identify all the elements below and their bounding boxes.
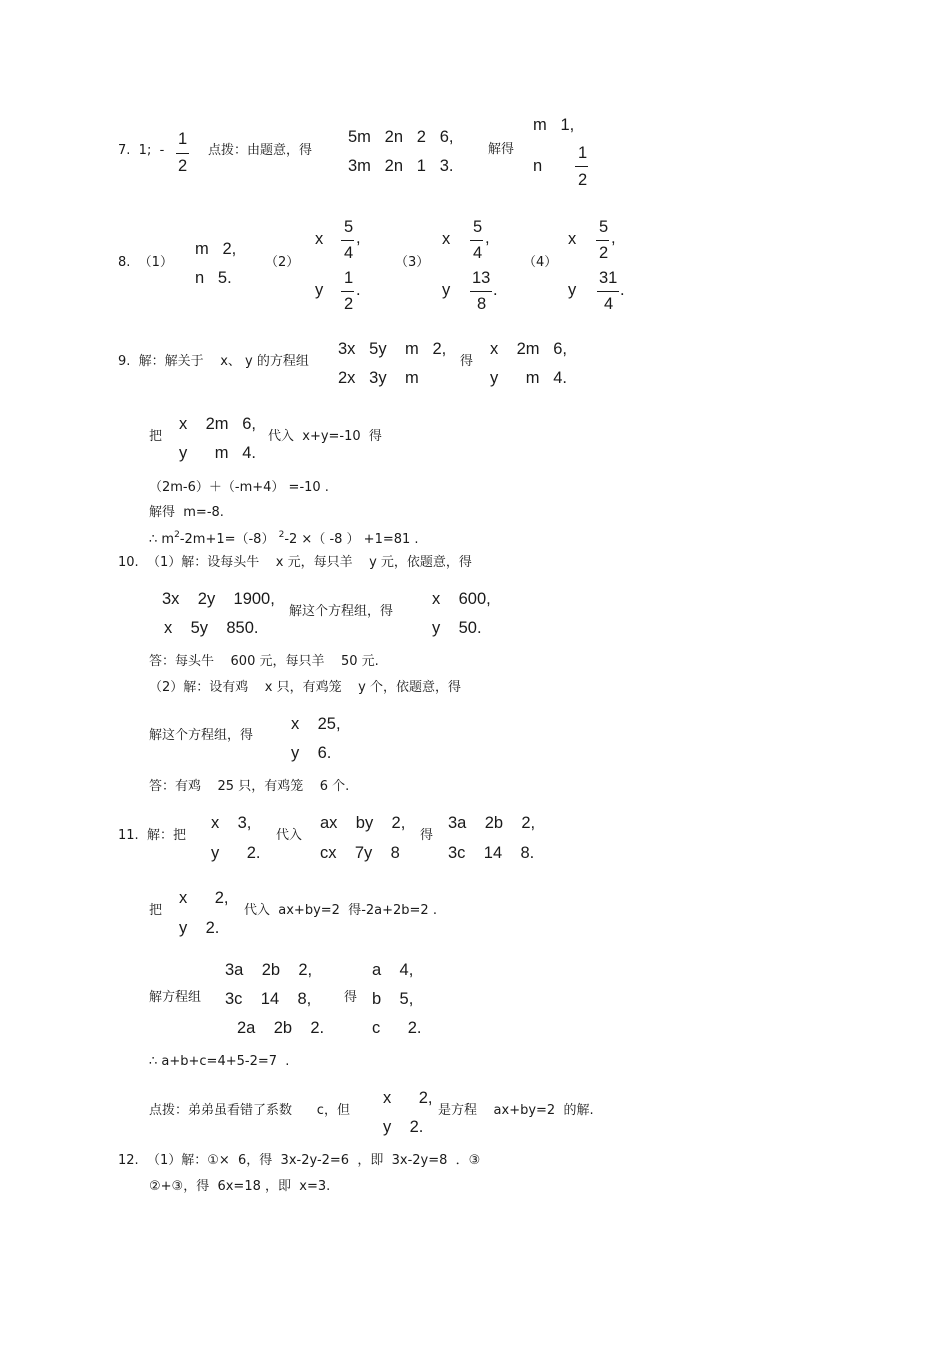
p7-hint: 点拨：由题意，得 (208, 143, 313, 158)
p8-label: 8. （1） (118, 255, 173, 270)
p11-res3-line1: a 4, (372, 961, 414, 979)
p9-step3-c: -2 ×（ -8 ） +1=81 . (284, 532, 419, 547)
p8-ans2-period: . (356, 281, 361, 299)
p11-ba: 把 (149, 903, 163, 918)
p8-ans4-yden: 4 (604, 295, 614, 313)
p9-de: 得 (460, 354, 474, 369)
p8-ans4-ybar (597, 291, 619, 292)
p8-ans3-period: . (493, 281, 498, 299)
p8-ans2-ynum: 1 (344, 269, 354, 287)
p7-jiede: 解得 (488, 142, 515, 157)
p10-result-line1: x 600, (432, 590, 491, 608)
p8-ans3-ybar (470, 291, 492, 292)
p8-ans2-x: x (315, 230, 324, 248)
p8-ans1-line1: m 2, (195, 240, 237, 258)
p10-system-line1: 3x 2y 1900, (162, 590, 275, 608)
p11-hint2: 是方程 ax+by=2 的解. (438, 1103, 594, 1118)
p10-answer1: 答：每头牛 600 元，每只羊 50 元. (149, 654, 379, 669)
p8-label2: （2） (265, 255, 300, 270)
p11-sub2-line1: x 2, (179, 889, 229, 907)
p8-ans1-line2: n 5. (195, 269, 232, 287)
p9-system-line2: 2x 3y m (338, 369, 419, 387)
p8-ans4-ynum: 31 (599, 269, 618, 287)
p8-label4: （4） (523, 255, 558, 270)
p12-line1: 12. （1）解：①× 6，得 3x-2y-2=6 ，即 3x-2y=8 ．③ (118, 1153, 481, 1168)
p8-label3: （3） (395, 255, 430, 270)
p8-ans3-xnum: 5 (473, 218, 483, 236)
p8-ans2-y: y (315, 281, 324, 299)
p11-res3-line3: c 2. (372, 1019, 422, 1037)
p8-ans2-yden: 2 (344, 295, 354, 313)
p7-system-line1: 5m 2n 2 6, (348, 128, 454, 146)
p11-sys3-line2: 3c 14 8, (225, 990, 312, 1008)
p7-frac-den: 2 (178, 157, 188, 175)
p8-ans3-ynum: 13 (472, 269, 491, 287)
p11-label: 11. 解：把 (118, 828, 186, 843)
p9-dairu: 代入 x+y=-10 得 (268, 429, 382, 444)
p11-sys3-line3: 2a 2b 2. (237, 1019, 325, 1037)
p8-ans3-y: y (442, 281, 451, 299)
p10-part2: （2）解：设有鸡 x 只，有鸡笼 y 个，依题意，得 (149, 680, 461, 695)
p8-ans3-xden: 4 (473, 244, 483, 262)
p7-result-n: n (533, 157, 543, 175)
p11-sub-line2: y 2. (211, 844, 261, 862)
p10-answer2: 答：有鸡 25 只，有鸡笼 6 个. (149, 779, 350, 794)
p11-result-line2: 3c 14 8. (448, 844, 535, 862)
p9-sub-line2: y m 4. (179, 444, 257, 462)
p7-result-line1: m 1, (533, 116, 575, 134)
p8-ans4-xden: 2 (599, 244, 609, 262)
p8-ans2-ybar (341, 291, 354, 292)
p8-ans3-x: x (442, 230, 451, 248)
p9-step3 (149, 531, 419, 546)
p10-solve2: 解这个方程组，得 (149, 728, 254, 743)
p9-step3-b: -2m+1=（-8） (179, 532, 279, 547)
p7-result-bar (575, 166, 588, 167)
p11-sub2-line2: y 2. (179, 919, 220, 937)
p10-system-line2: x 5y 850. (164, 619, 259, 637)
p9-step3-a: ∴ m (149, 532, 175, 547)
p11-de2: 得 (344, 990, 358, 1005)
p9-sub-line1: x 2m 6, (179, 415, 257, 433)
p11-hint: 点拨：弟弟虽看错了系数 c，但 (149, 1103, 350, 1118)
p11-dairu2: 代入 ax+by=2 得-2a+2b=2 . (244, 903, 437, 918)
p7-system-line2: 3m 2n 1 3. (348, 157, 454, 175)
p9-result-line1: x 2m 6, (490, 340, 568, 358)
p8-ans2-xden: 4 (344, 244, 354, 262)
p7-label: 7. 1; - (118, 143, 165, 158)
p7-result-num: 1 (578, 144, 588, 162)
p12-line2: ②+③，得 6x=18 ，即 x=3. (149, 1179, 331, 1194)
p10-result2-line2: y 6. (291, 744, 332, 762)
p8-ans4-period: . (620, 281, 625, 299)
p8-ans3-comma: , (485, 229, 490, 247)
p9-step1: （2m-6）＋（-m+4） =-10 . (149, 480, 329, 495)
p8-ans4-comma: , (611, 229, 616, 247)
p11-sub-line1: x 3, (211, 814, 252, 832)
p8-ans3-xbar (470, 240, 483, 241)
p11-de: 得 (420, 828, 434, 843)
p11-eq-line1: ax by 2, (320, 814, 406, 832)
p10-label: 10. （1）解：设每头牛 x 元，每只羊 y 元，依题意，得 (118, 555, 472, 570)
p9-step2: 解得 m=-8. (149, 505, 224, 520)
p11-res3-line2: b 5, (372, 990, 414, 1008)
p8-ans2-xbar (341, 240, 354, 241)
p9-result-line2: y m 4. (490, 369, 568, 387)
p9-step3-sup2: 2 (278, 530, 285, 540)
p9-step3-sup: 2 (174, 530, 180, 540)
p8-ans4-xbar (596, 240, 609, 241)
p8-ans4-xnum: 5 (599, 218, 609, 236)
p11-result-line1: 3a 2b 2, (448, 814, 536, 832)
p11-hint-sys-line2: y 2. (383, 1118, 424, 1136)
p8-ans4-y: y (568, 281, 577, 299)
p8-ans3-yden: 8 (477, 295, 487, 313)
p11-eq-line2: cx 7y 8 (320, 844, 400, 862)
p10-result2-line1: x 25, (291, 715, 341, 733)
p9-ba: 把 (149, 429, 163, 444)
p9-label: 9. 解：解关于 x、 y 的方程组 (118, 354, 309, 369)
p7-frac-bar (176, 153, 189, 154)
p7-frac-num: 1 (178, 130, 188, 148)
p11-jiefang: 解方程组 (149, 990, 202, 1005)
p11-sys3-line1: 3a 2b 2, (225, 961, 313, 979)
p8-ans4-x: x (568, 230, 577, 248)
p7-result-den: 2 (578, 171, 588, 189)
p11-sum: ∴ a+b+c=4+5-2=7 . (149, 1054, 290, 1069)
p8-ans2-comma: , (356, 229, 361, 247)
p9-system-line1: 3x 5y m 2, (338, 340, 447, 358)
p10-solve: 解这个方程组，得 (289, 604, 394, 619)
p11-dairu: 代入 (276, 828, 303, 843)
p11-hint-sys-line1: x 2, (383, 1089, 433, 1107)
p8-ans2-xnum: 5 (344, 218, 354, 236)
p10-result-line2: y 50. (432, 619, 482, 637)
